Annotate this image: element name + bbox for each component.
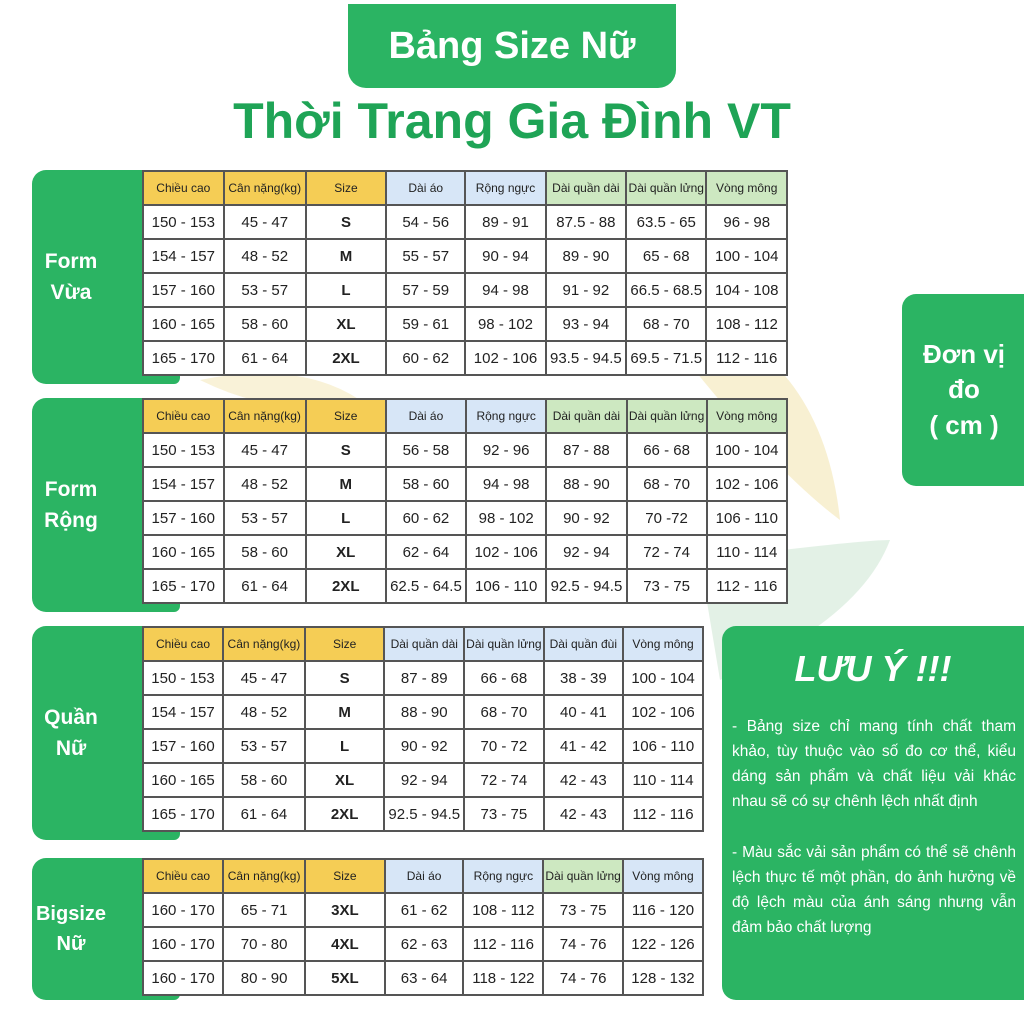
table-cell: 88 - 90 [384,695,464,729]
table-cell: 90 - 94 [465,239,545,273]
size-cell: L [305,729,385,763]
column-header: Cân nặng(kg) [223,627,305,661]
table-row [143,893,703,927]
table-cell: 69.5 - 71.5 [626,341,706,375]
table-cell: 165 - 170 [143,797,223,831]
table-cell: 73 - 75 [464,797,543,831]
table-cell: 57 - 59 [386,273,465,307]
table-cell: 112 - 116 [706,341,787,375]
table-cell: 89 - 91 [465,205,545,239]
table-row [143,797,703,831]
table-cell: 106 - 110 [707,501,787,535]
size-table-form-vua [142,170,788,376]
table-cell: 65 - 71 [223,893,305,927]
table-cell: 128 - 132 [623,961,703,995]
column-header: Size [306,171,386,205]
table-cell: 73 - 75 [627,569,707,603]
note-title: LƯU Ý !!! [794,648,952,689]
column-header: Size [305,859,385,893]
table-cell: 165 - 170 [143,569,224,603]
page-title: Bảng Size Nữ [388,24,636,67]
table-row [143,695,703,729]
table-cell: 110 - 114 [707,535,787,569]
table-cell: 92.5 - 94.5 [546,569,626,603]
table-cell: 90 - 92 [384,729,464,763]
table-cell: 100 - 104 [623,661,703,695]
column-header: Dài quần dài [546,399,626,433]
table-cell: 93 - 94 [546,307,626,341]
column-header: Chiều cao [143,859,223,893]
column-header: Size [305,627,385,661]
table-cell: 89 - 90 [546,239,626,273]
table-cell: 65 - 68 [626,239,706,273]
column-header: Dài áo [386,399,466,433]
page-title-banner [348,4,676,88]
table-cell: 45 - 47 [224,205,306,239]
column-header: Dài áo [386,171,465,205]
column-header: Rộng ngực [463,859,543,893]
size-table-form-rong [142,398,788,604]
table-cell: 112 - 116 [623,797,703,831]
section-quan-nu [32,626,704,840]
size-cell: S [305,661,385,695]
table-row [143,467,787,501]
column-header: Chiều cao [143,627,223,661]
table-cell: 94 - 98 [466,467,546,501]
table-header-row [143,859,703,893]
table-row [143,569,787,603]
size-cell: L [306,273,386,307]
table-cell: 56 - 58 [386,433,466,467]
table-cell: 66 - 68 [464,661,543,695]
size-cell: S [306,205,386,239]
table-cell: 45 - 47 [223,661,305,695]
table-cell: 122 - 126 [623,927,703,961]
table-cell: 160 - 165 [143,763,223,797]
table-cell: 72 - 74 [464,763,543,797]
table-cell: 154 - 157 [143,239,224,273]
table-cell: 61 - 64 [224,569,306,603]
table-cell: 72 - 74 [627,535,707,569]
table-cell: 70 -72 [627,501,707,535]
table-cell: 87 - 89 [384,661,464,695]
brand-subtitle: Thời Trang Gia Đình VT [233,93,791,149]
table-cell: 55 - 57 [386,239,465,273]
table-cell: 94 - 98 [465,273,545,307]
table-cell: 70 - 80 [223,927,305,961]
table-cell: 90 - 92 [546,501,626,535]
table-row [143,661,703,695]
table-cell: 58 - 60 [224,535,306,569]
size-cell: 2XL [306,341,386,375]
table-cell: 160 - 170 [143,961,223,995]
table-cell: 88 - 90 [546,467,626,501]
table-cell: 92 - 96 [466,433,546,467]
size-cell: 2XL [306,569,386,603]
column-header: Dài quần dài [384,627,464,661]
column-header: Chiều cao [143,399,224,433]
table-cell: 48 - 52 [224,467,306,501]
table-cell: 45 - 47 [224,433,306,467]
section-label: Form Vừa [32,170,110,384]
note-paragraph-1: - Bảng size chỉ mang tính chất tham khảo, tùy thuộc vào số đo cơ thể, kiểu dáng sản phẩm và chất liệu vải khác nhau sẽ có sự chênh lệch nhất định [732,718,1016,810]
table-cell: 160 - 170 [143,927,223,961]
size-table-quan-nu [142,626,704,832]
table-cell: 92 - 94 [546,535,626,569]
table-cell: 112 - 116 [463,927,543,961]
table-cell: 92 - 94 [384,763,464,797]
table-row [143,341,787,375]
note-panel [722,626,1024,1000]
section-label: Bigsize Nữ [32,858,110,1000]
table-cell: 157 - 160 [143,729,223,763]
table-cell: 68 - 70 [464,695,543,729]
column-header: Dài quần lửng [464,627,543,661]
table-cell: 42 - 43 [544,797,623,831]
table-cell: 106 - 110 [623,729,703,763]
column-header: Dài quần lửng [626,171,706,205]
column-header: Cân nặng(kg) [224,399,306,433]
size-cell: M [306,467,386,501]
table-row [143,273,787,307]
size-cell: S [306,433,386,467]
table-cell: 98 - 102 [466,501,546,535]
size-cell: XL [306,535,386,569]
table-cell: 61 - 64 [223,797,305,831]
table-cell: 74 - 76 [543,927,623,961]
table-cell: 58 - 60 [223,763,305,797]
section-label: Form Rộng [32,398,110,612]
column-header: Vòng mông [707,399,787,433]
table-cell: 87.5 - 88 [546,205,626,239]
table-cell: 60 - 62 [386,341,465,375]
note-text [732,714,1016,966]
table-cell: 91 - 92 [546,273,626,307]
column-header: Dài quần dài [546,171,626,205]
table-cell: 165 - 170 [143,341,224,375]
table-row [143,239,787,273]
table-cell: 98 - 102 [465,307,545,341]
size-cell: 3XL [305,893,385,927]
table-cell: 150 - 153 [143,205,224,239]
table-cell: 118 - 122 [463,961,543,995]
table-row [143,927,703,961]
table-cell: 104 - 108 [706,273,787,307]
table-cell: 53 - 57 [224,501,306,535]
table-cell: 73 - 75 [543,893,623,927]
table-cell: 102 - 106 [465,341,545,375]
size-table-bigsize-nu [142,858,704,996]
table-cell: 62 - 64 [386,535,466,569]
table-cell: 93.5 - 94.5 [546,341,626,375]
column-header: Vòng mông [623,859,703,893]
table-cell: 42 - 43 [544,763,623,797]
table-cell: 80 - 90 [223,961,305,995]
table-cell: 154 - 157 [143,695,223,729]
table-cell: 92.5 - 94.5 [384,797,464,831]
table-row [143,961,703,995]
column-header: Chiều cao [143,171,224,205]
size-cell: L [306,501,386,535]
table-cell: 102 - 106 [623,695,703,729]
table-cell: 62 - 63 [385,927,464,961]
table-cell: 160 - 165 [143,307,224,341]
table-row [143,307,787,341]
column-header: Dài quần lửng [543,859,623,893]
table-header-row [143,171,787,205]
size-cell: XL [305,763,385,797]
column-header: Rộng ngực [465,171,545,205]
note-paragraph-2: - Màu sắc vải sản phẩm có thể sẽ chênh lệch thực tế một phần, do ảnh hưởng về độ lệch màu của ánh sáng nhưng vẫn đảm bảo chất lượng [732,844,1016,936]
table-cell: 68 - 70 [626,307,706,341]
table-cell: 63.5 - 65 [626,205,706,239]
table-cell: 53 - 57 [224,273,306,307]
table-cell: 108 - 112 [706,307,787,341]
table-cell: 54 - 56 [386,205,465,239]
table-cell: 60 - 62 [386,501,466,535]
table-cell: 110 - 114 [623,763,703,797]
table-cell: 53 - 57 [223,729,305,763]
table-row [143,433,787,467]
table-header-row [143,627,703,661]
table-cell: 41 - 42 [544,729,623,763]
size-cell: 5XL [305,961,385,995]
table-cell: 116 - 120 [623,893,703,927]
unit-badge: Đơn vị đo ( cm ) [902,294,1024,486]
size-cell: 4XL [305,927,385,961]
size-cell: M [305,695,385,729]
table-cell: 61 - 64 [224,341,306,375]
table-cell: 150 - 153 [143,433,224,467]
table-cell: 157 - 160 [143,273,224,307]
table-cell: 74 - 76 [543,961,623,995]
column-header: Dài quần đùi [544,627,623,661]
table-row [143,729,703,763]
table-cell: 68 - 70 [627,467,707,501]
size-cell: M [306,239,386,273]
table-row [143,205,787,239]
table-cell: 160 - 165 [143,535,224,569]
column-header: Rộng ngực [466,399,546,433]
table-cell: 58 - 60 [224,307,306,341]
column-header: Dài quần lửng [627,399,707,433]
section-bigsize-nu [32,858,704,1000]
table-cell: 38 - 39 [544,661,623,695]
table-cell: 48 - 52 [223,695,305,729]
table-cell: 100 - 104 [707,433,787,467]
column-header: Cân nặng(kg) [224,171,306,205]
table-cell: 106 - 110 [466,569,546,603]
column-header: Vòng mông [623,627,703,661]
section-form-rong [32,398,788,612]
section-label: Quần Nữ [32,626,110,840]
table-header-row [143,399,787,433]
table-cell: 70 - 72 [464,729,543,763]
column-header: Vòng mông [706,171,787,205]
table-cell: 150 - 153 [143,661,223,695]
table-cell: 102 - 106 [466,535,546,569]
table-cell: 154 - 157 [143,467,224,501]
table-row [143,501,787,535]
table-cell: 58 - 60 [386,467,466,501]
size-cell: XL [306,307,386,341]
table-cell: 66 - 68 [627,433,707,467]
table-cell: 157 - 160 [143,501,224,535]
table-cell: 61 - 62 [385,893,464,927]
table-row [143,535,787,569]
column-header: Cân nặng(kg) [223,859,305,893]
table-cell: 48 - 52 [224,239,306,273]
table-cell: 96 - 98 [706,205,787,239]
size-cell: 2XL [305,797,385,831]
table-cell: 59 - 61 [386,307,465,341]
table-cell: 112 - 116 [707,569,787,603]
table-cell: 160 - 170 [143,893,223,927]
table-cell: 63 - 64 [385,961,464,995]
table-row [143,763,703,797]
table-cell: 87 - 88 [546,433,626,467]
table-cell: 40 - 41 [544,695,623,729]
table-cell: 66.5 - 68.5 [626,273,706,307]
table-cell: 62.5 - 64.5 [386,569,466,603]
table-cell: 100 - 104 [706,239,787,273]
column-header: Dài áo [385,859,464,893]
table-cell: 108 - 112 [463,893,543,927]
section-form-vua [32,170,788,384]
column-header: Size [306,399,386,433]
table-cell: 102 - 106 [707,467,787,501]
